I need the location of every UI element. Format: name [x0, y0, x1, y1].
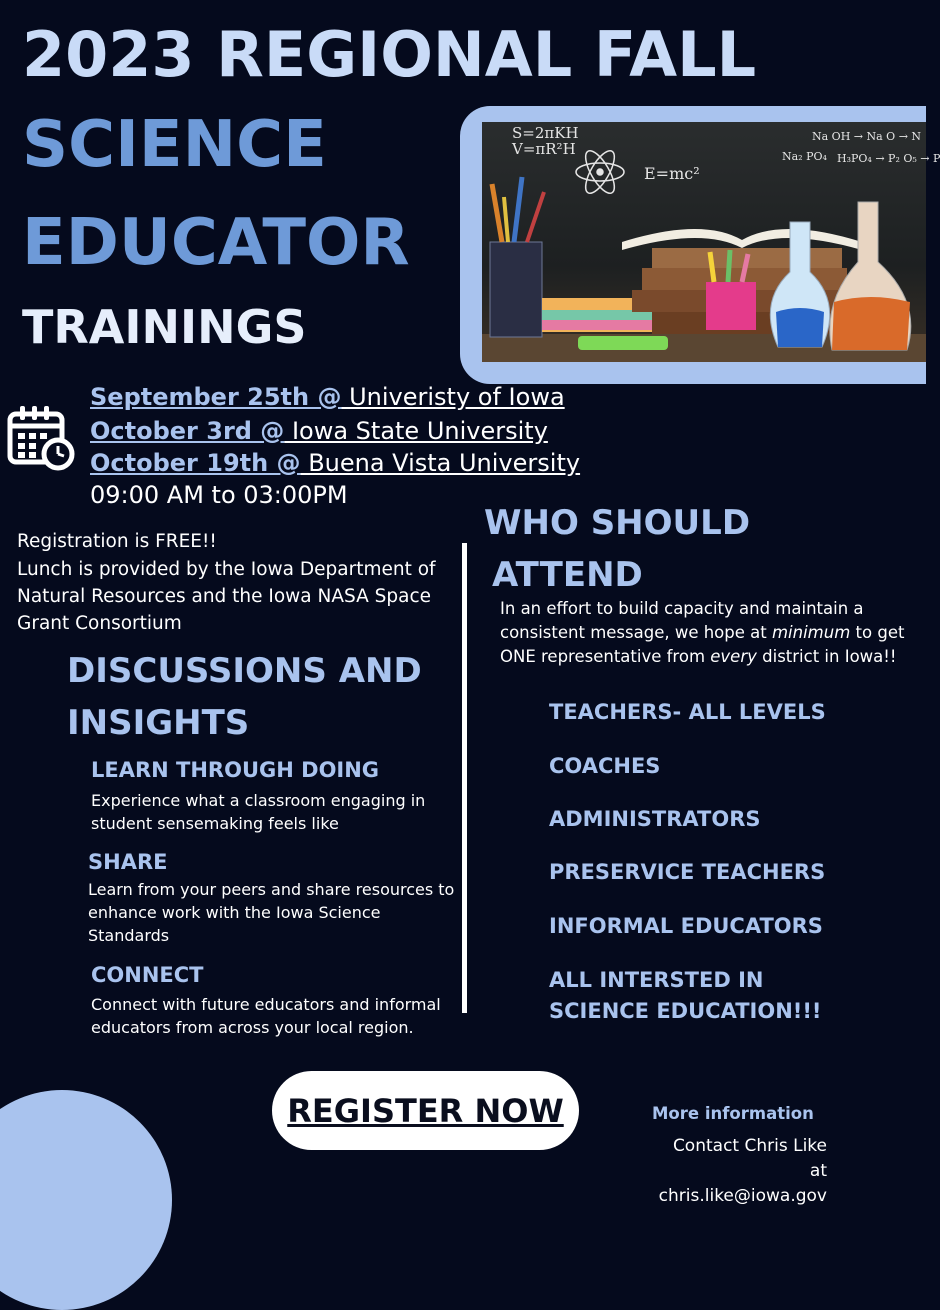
date-text: September 25th @	[90, 383, 342, 411]
who-title-line-2: ATTEND	[492, 555, 643, 595]
connect-text: Connect with future educators and informal educators from across your local region.	[91, 995, 441, 1037]
connect-heading: CONNECT	[91, 963, 204, 987]
register-now-label: REGISTER NOW	[287, 1091, 564, 1130]
audience-item: PRESERVICE TEACHERS	[549, 860, 826, 884]
chalk-formula: H₃PO₄ → P₂ O₅ → P	[837, 152, 940, 165]
audience-item: INFORMAL EDUCATORS	[549, 914, 823, 938]
science-supplies-photo	[482, 122, 940, 362]
register-now-button[interactable]	[272, 1071, 579, 1150]
calendar-clock-icon	[6, 404, 76, 472]
contact-info	[652, 1134, 827, 1209]
who-description: In an effort to build capacity and maintain a consistent message, we hope at minimum to get ONE representative from every district in Iowa!!	[500, 599, 905, 666]
share-text: Learn from your peers and share resources to enhance work with the Iowa Science Standards	[88, 880, 455, 945]
title-line-3: EDUCATOR	[22, 206, 410, 280]
chalk-formula: Na OH → Na O → N	[812, 130, 922, 143]
discussions-title: DISCUSSIONS AND INSIGHTS	[67, 651, 422, 743]
venue-text: Iowa State University	[284, 417, 548, 445]
decorative-circle	[0, 1090, 172, 1310]
open-book	[622, 229, 862, 250]
chalk-formula: Na₂ PO₄	[782, 150, 827, 163]
chalk-formula: V=πR²H	[512, 140, 576, 158]
title-line-2: SCIENCE	[22, 108, 327, 182]
contact-line: Contact Chris Like at	[672, 1136, 827, 1181]
more-information-heading: More information	[652, 1104, 814, 1123]
venue-text: Buena Vista University	[300, 449, 581, 477]
atom-drawing	[576, 147, 624, 198]
venue-text: Univeristy of Iowa	[341, 383, 565, 411]
date-line-1[interactable]	[90, 383, 565, 411]
green-eraser	[578, 336, 668, 350]
audience-item: COACHES	[549, 754, 661, 778]
supplies-illustration	[482, 122, 926, 362]
audience-item: TEACHERS- ALL LEVELS	[549, 700, 826, 724]
pink-cup	[706, 282, 756, 330]
pencil-cup	[490, 242, 542, 337]
time-range: 09:00 AM to 03:00PM	[90, 481, 348, 509]
title-line-1: 2023 REGIONAL FALL	[22, 18, 757, 91]
who-title-line-1: WHO SHOULD	[484, 503, 751, 543]
share-heading: SHARE	[88, 850, 168, 874]
registration-free: Registration is FREE!!	[17, 531, 217, 552]
contact-email[interactable]: chris.like@iowa.gov	[658, 1186, 827, 1206]
chalk-formula: E=mc²	[644, 164, 700, 183]
learn-text: Experience what a classroom engaging in student sensemaking feels like	[91, 791, 426, 833]
date-line-3[interactable]	[90, 449, 580, 477]
audience-item: ALL INTERSTED IN SCIENCE EDUCATION!!!	[549, 968, 822, 1023]
lunch-info: Lunch is provided by the Iowa Department of Natural Resources and the Iowa NASA Space Grant Consortium	[17, 559, 436, 634]
who-should-attend-title	[484, 497, 784, 601]
column-divider	[462, 543, 467, 1013]
audience-item: ADMINISTRATORS	[549, 807, 761, 831]
date-line-2[interactable]	[90, 417, 548, 445]
date-text: October 19th @	[90, 449, 301, 477]
chalk-formula: S=2πKH	[512, 124, 579, 142]
learn-heading: LEARN THROUGH DOING	[91, 758, 380, 782]
title-line-4: TRAININGS	[22, 300, 307, 354]
date-text: October 3rd @	[90, 417, 285, 445]
